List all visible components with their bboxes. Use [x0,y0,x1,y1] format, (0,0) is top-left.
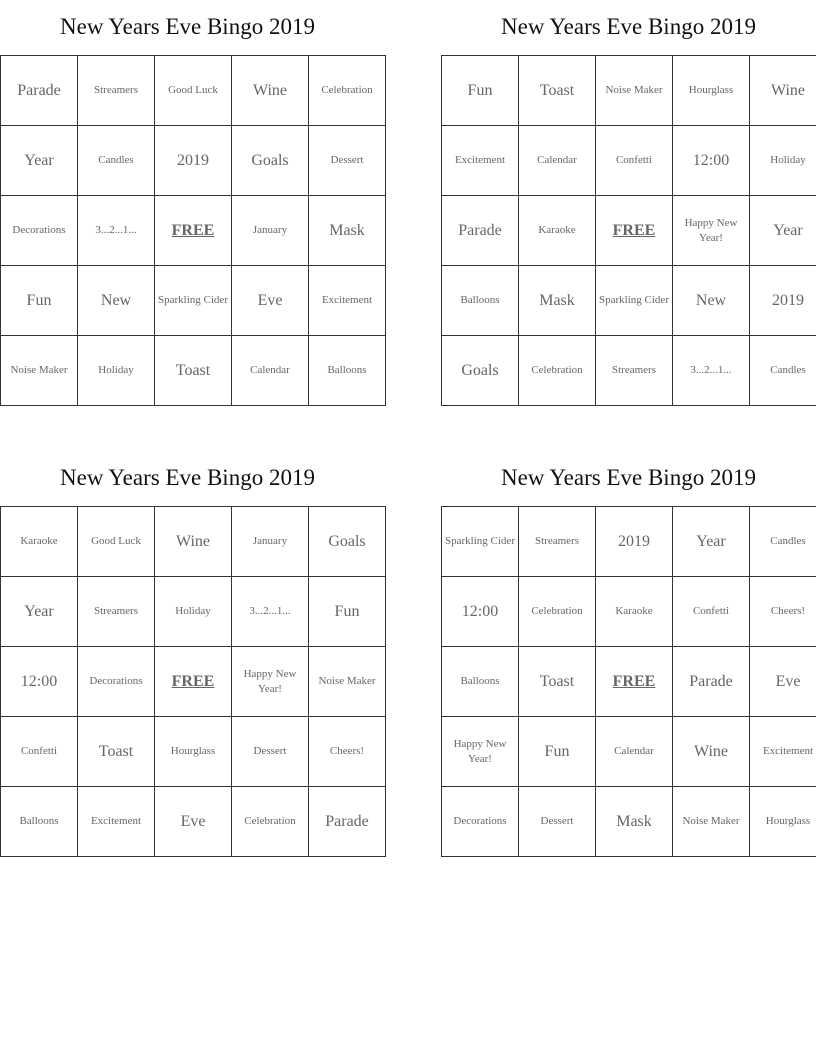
bingo-cell: Karaoke [596,577,673,647]
bingo-cell: Parade [309,787,386,857]
bingo-row [442,126,816,196]
bingo-cell: Happy New Year! [673,196,750,266]
bingo-cell: Streamers [519,507,596,577]
bingo-row [442,196,816,266]
bingo-cell: Holiday [750,126,816,196]
bingo-row [442,787,816,857]
bingo-grid [0,55,386,406]
bingo-cell: Noise Maker [309,647,386,717]
bingo-cell: Toast [78,717,155,787]
bingo-cell: Noise Maker [1,336,78,406]
bingo-row [442,56,816,126]
bingo-cell: Decorations [1,196,78,266]
bingo-cell: Year [1,126,78,196]
bingo-row [1,266,386,336]
bingo-cell: Confetti [1,717,78,787]
bingo-row [1,647,386,717]
bingo-cell: Cheers! [309,717,386,787]
bingo-cell: Excitement [442,126,519,196]
bingo-row [442,647,816,717]
bingo-cell: Noise Maker [673,787,750,857]
bingo-cell: Fun [309,577,386,647]
bingo-grid [0,506,386,857]
bingo-cell: Celebration [519,336,596,406]
bingo-cell: Eve [750,647,816,717]
bingo-row [442,336,816,406]
bingo-card-2 [441,0,816,406]
bingo-cell: Wine [673,717,750,787]
bingo-cell: Happy New Year! [442,717,519,787]
bingo-cell: 12:00 [673,126,750,196]
bingo-cell: Streamers [596,336,673,406]
card-title: New Years Eve Bingo 2019 [60,465,315,490]
bingo-cell: Streamers [78,577,155,647]
bingo-row [1,196,386,266]
bingo-cell: 3...2...1... [78,196,155,266]
bingo-row [1,507,386,577]
bingo-cell: Celebration [519,577,596,647]
bingo-cell: New [673,266,750,336]
bingo-cell: Candles [78,126,155,196]
bingo-cell: Noise Maker [596,56,673,126]
bingo-cell: Goals [442,336,519,406]
free-space-cell: FREE [155,196,232,266]
bingo-cell: Goals [232,126,309,196]
bingo-cell: Calendar [232,336,309,406]
bingo-cell: Parade [1,56,78,126]
bingo-cell: Hourglass [155,717,232,787]
free-space-cell: FREE [596,196,673,266]
bingo-cell: Year [673,507,750,577]
bingo-cell: Wine [750,56,816,126]
bingo-cell: Sparkling Cider [155,266,232,336]
bingo-row [442,507,816,577]
card-title: New Years Eve Bingo 2019 [501,465,756,490]
bingo-cell: Year [1,577,78,647]
bingo-cell: Good Luck [78,507,155,577]
bingo-cell: Excitement [78,787,155,857]
bingo-row [1,717,386,787]
bingo-cell: 3...2...1... [232,577,309,647]
bingo-cell: 3...2...1... [673,336,750,406]
bingo-cell: Toast [155,336,232,406]
bingo-cell: Excitement [309,266,386,336]
bingo-grid [441,506,816,857]
bingo-row [1,787,386,857]
bingo-cell: Mask [309,196,386,266]
bingo-cell: Holiday [155,577,232,647]
bingo-cell: January [232,196,309,266]
bingo-card-4 [441,451,816,857]
bingo-cell: Karaoke [519,196,596,266]
bingo-cell: Balloons [442,647,519,717]
bingo-cell: Hourglass [673,56,750,126]
bingo-cell: Toast [519,647,596,717]
bingo-cell: Wine [155,507,232,577]
bingo-cell: Confetti [673,577,750,647]
bingo-cell: Fun [519,717,596,787]
bingo-cell: Year [750,196,816,266]
bingo-cell: 12:00 [1,647,78,717]
bingo-cell: Parade [673,647,750,717]
bingo-cell: Streamers [78,56,155,126]
bingo-cell: Decorations [78,647,155,717]
bingo-cell: 2019 [750,266,816,336]
bingo-cell: Celebration [232,787,309,857]
bingo-cell: Karaoke [1,507,78,577]
bingo-cell: Balloons [309,336,386,406]
bingo-cell: Candles [750,336,816,406]
bingo-cell: Eve [155,787,232,857]
bingo-cell: Calendar [519,126,596,196]
bingo-cell: Balloons [442,266,519,336]
bingo-cell: Sparkling Cider [442,507,519,577]
bingo-cell: Celebration [309,56,386,126]
bingo-cell: Eve [232,266,309,336]
bingo-cell: Decorations [442,787,519,857]
bingo-cell: Holiday [78,336,155,406]
bingo-row [1,577,386,647]
bingo-cell: January [232,507,309,577]
bingo-row [1,56,386,126]
bingo-row [1,336,386,406]
bingo-cell: Confetti [596,126,673,196]
bingo-row [442,577,816,647]
bingo-cell: Wine [232,56,309,126]
bingo-cell: Happy New Year! [232,647,309,717]
bingo-cell: 2019 [155,126,232,196]
bingo-cell: Mask [596,787,673,857]
free-space-cell: FREE [155,647,232,717]
free-space-cell: FREE [596,647,673,717]
bingo-cell: Goals [309,507,386,577]
bingo-cell: Cheers! [750,577,816,647]
bingo-cell: New [78,266,155,336]
bingo-row [442,717,816,787]
bingo-cell: Parade [442,196,519,266]
bingo-cell: Dessert [232,717,309,787]
bingo-cell: Balloons [1,787,78,857]
bingo-card-3 [0,451,375,857]
card-title: New Years Eve Bingo 2019 [501,14,756,39]
bingo-cell: Toast [519,56,596,126]
bingo-cell: Calendar [596,717,673,787]
bingo-cell: 12:00 [442,577,519,647]
bingo-grid [441,55,816,406]
bingo-card-1 [0,0,375,406]
bingo-cell: Sparkling Cider [596,266,673,336]
bingo-cell: Good Luck [155,56,232,126]
card-title: New Years Eve Bingo 2019 [60,14,315,39]
bingo-cell: Excitement [750,717,816,787]
bingo-row [442,266,816,336]
bingo-cell: Fun [442,56,519,126]
bingo-cell: Fun [1,266,78,336]
bingo-cell: Dessert [519,787,596,857]
bingo-cell: Candles [750,507,816,577]
bingo-cell: Dessert [309,126,386,196]
bingo-cell: Hourglass [750,787,816,857]
bingo-cell: Mask [519,266,596,336]
bingo-row [1,126,386,196]
bingo-cell: 2019 [596,507,673,577]
